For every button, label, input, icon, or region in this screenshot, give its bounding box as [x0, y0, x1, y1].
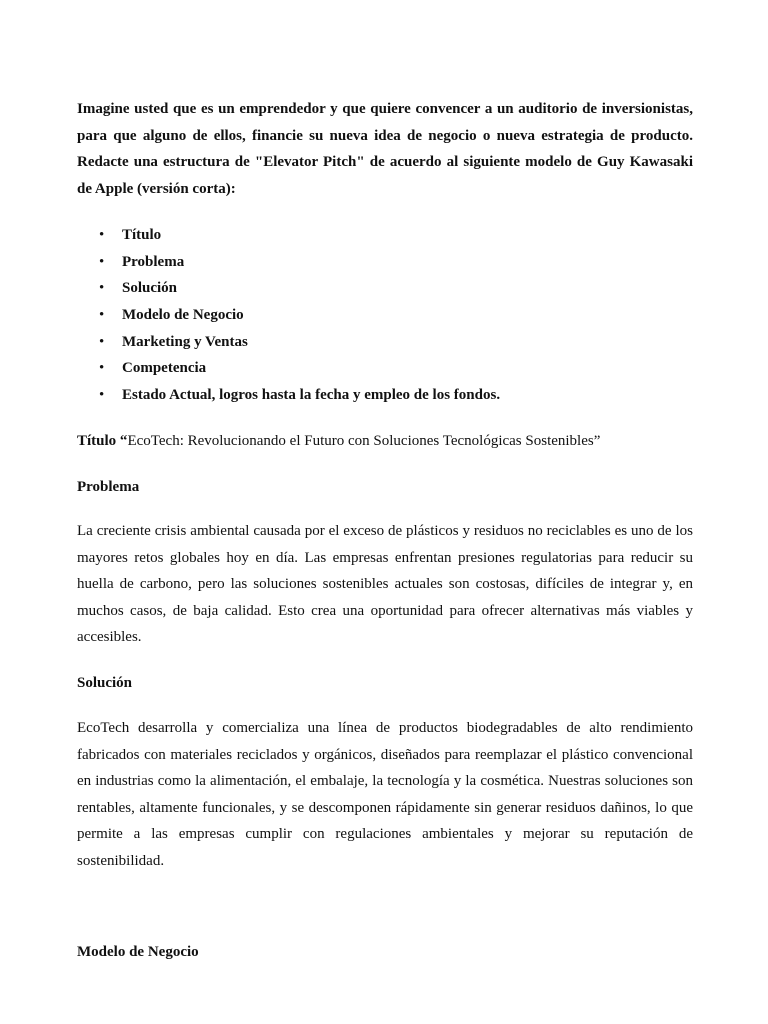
problema-paragraph: La creciente crisis ambiental causada por el exceso de plásticos y residuos no reciclables es uno de los mayores retos globales hoy en día. Las empresas enfrentan presiones regulatorias para reducir su huella de carbono, pero las soluciones sostenibles actuales son costosas, difíciles de integrar y, en muchos casos, de baja calidad. Esto crea una oportunidad para ofrecer alternativas más viables y accesibles. [77, 523, 693, 646]
bullet-icon: • [99, 253, 105, 270]
modelo-negocio-heading: Modelo de Negocio [77, 944, 199, 960]
list-item-label: Modelo de Negocio [122, 307, 244, 324]
list-item [77, 249, 500, 276]
list-item-label: Título [122, 227, 162, 243]
problema-heading: Problema [77, 479, 140, 495]
list-item [77, 222, 500, 249]
list-item-label: Estado Actual, logros hasta la fecha y empleo de los fondos. [122, 387, 501, 404]
titulo-text: EcoTech: Revolucionando el Futuro con Soluciones Tecnológicas Sostenibles” [127, 433, 601, 449]
solucion-heading: Solución [77, 675, 133, 691]
bullet-icon: • [99, 333, 105, 350]
list-item-label: Solución [122, 280, 178, 297]
list-item-label: Competencia [122, 360, 207, 377]
list-item [77, 302, 500, 329]
list-item-label: Marketing y Ventas [122, 333, 248, 350]
bullet-icon: • [99, 360, 105, 377]
solucion-paragraph: EcoTech desarrolla y comercializa una línea de productos biodegradables de alto rendimiento fabricados con materiales reciclados y orgánicos, diseñados para reemplazar el plástico convencional en industrias como la alimentación, el embalaje, la tecnología y la cosmética. Nuestras soluciones son rentables, altamente funcionales, y se descomponen rápidamente sin generar residuos dañinos, lo que permite a las empresas cumplir con regulaciones ambientales y mejorar su reputación de sostenibilidad. [77, 720, 693, 869]
bullet-icon: • [99, 280, 105, 297]
list-item [77, 329, 500, 356]
pitch-structure-list [77, 222, 500, 409]
intro-paragraph: Imagine usted que es un emprendedor y que quiere convencer a un auditorio de inversionistas, para que alguno de ellos, financie su nueva idea de negocio o nueva estrategia de producto. Redacte una estructura de "Elevator Pitch" de acuerdo al siguiente modelo de Guy Kawasaki de Apple (versión corta): [77, 101, 693, 197]
bullet-icon: • [99, 227, 105, 243]
list-item [77, 275, 500, 302]
list-item [77, 382, 500, 409]
bullet-icon: • [99, 387, 105, 404]
titulo-label: Título “ [77, 433, 128, 449]
titulo-line [77, 428, 693, 454]
list-item-label: Problema [122, 253, 185, 270]
bullet-icon: • [99, 307, 105, 324]
list-item [77, 355, 500, 382]
